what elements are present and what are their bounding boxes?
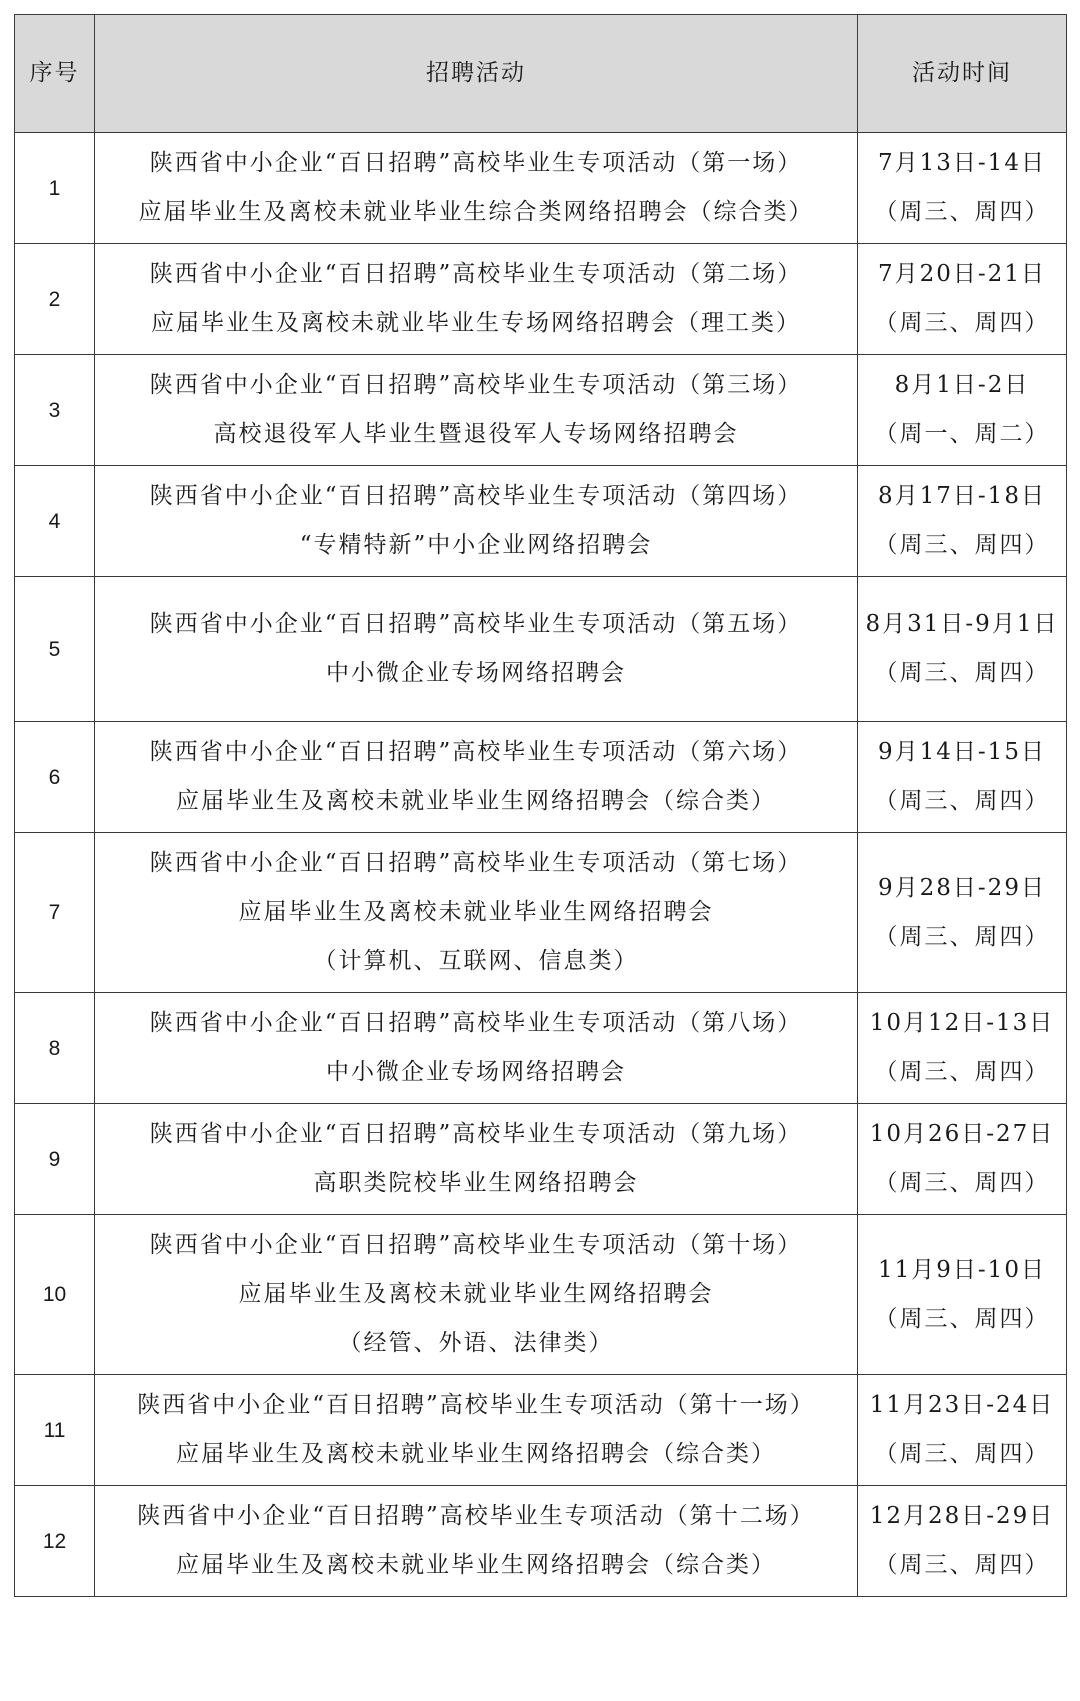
activity-line: 中小微企业专场网络招聘会 bbox=[326, 1059, 626, 1085]
activity-line: 陕西省中小企业“百日招聘”高校毕业生专项活动（第九场） bbox=[149, 1121, 803, 1147]
activity-line: （计算机、互联网、信息类） bbox=[313, 948, 639, 974]
table-row bbox=[15, 1104, 1067, 1215]
row-activity bbox=[95, 133, 858, 244]
row-number: 6 bbox=[15, 722, 95, 833]
activity-line: 陕西省中小企业“百日招聘”高校毕业生专项活动（第十二场） bbox=[137, 1503, 815, 1529]
row-activity bbox=[95, 577, 858, 722]
time-line: （周三、周四） bbox=[874, 1441, 1050, 1467]
activity-line: 高职类院校毕业生网络招聘会 bbox=[313, 1170, 639, 1196]
activity-line: 陕西省中小企业“百日招聘”高校毕业生专项活动（第二场） bbox=[149, 261, 803, 287]
table-row bbox=[15, 833, 1067, 993]
activity-line: 陕西省中小企业“百日招聘”高校毕业生专项活动（第十一场） bbox=[137, 1392, 815, 1418]
row-time bbox=[858, 993, 1067, 1104]
time-line: 11月9日-10日 bbox=[878, 1256, 1046, 1283]
row-time bbox=[858, 355, 1067, 466]
activity-line: 陕西省中小企业“百日招聘”高校毕业生专项活动（第八场） bbox=[149, 1010, 803, 1036]
time-line: 12月28日-29日 bbox=[869, 1503, 1055, 1529]
time-line: 9月28日-29日 bbox=[878, 874, 1046, 901]
row-activity bbox=[95, 1215, 858, 1375]
row-activity bbox=[95, 1486, 858, 1597]
row-time bbox=[858, 466, 1067, 577]
row-time bbox=[858, 1486, 1067, 1597]
table-row bbox=[15, 355, 1067, 466]
activity-line: 高校退役军人毕业生暨退役军人专场网络招聘会 bbox=[213, 421, 739, 447]
row-time bbox=[858, 833, 1067, 993]
activity-line: 应届毕业生及离校未就业毕业生网络招聘会（综合类） bbox=[176, 1441, 776, 1467]
recruitment-schedule-table bbox=[14, 14, 1067, 1597]
time-line: （周三、周四） bbox=[874, 1305, 1050, 1332]
activity-line: 陕西省中小企业“百日招聘”高校毕业生专项活动（第一场） bbox=[149, 150, 803, 176]
row-activity bbox=[95, 1104, 858, 1215]
table-body bbox=[15, 133, 1067, 1597]
activity-line: 陕西省中小企业“百日招聘”高校毕业生专项活动（第七场） bbox=[149, 850, 803, 876]
row-number: 7 bbox=[15, 833, 95, 993]
row-time bbox=[858, 577, 1067, 722]
activity-line: 陕西省中小企业“百日招聘”高校毕业生专项活动（第十场） bbox=[149, 1232, 803, 1258]
time-line: 7月13日-14日 bbox=[878, 150, 1046, 176]
activity-line: 应届毕业生及离校未就业毕业生综合类网络招聘会（综合类） bbox=[138, 199, 814, 225]
row-number: 2 bbox=[15, 244, 95, 355]
table-row bbox=[15, 993, 1067, 1104]
table-row bbox=[15, 722, 1067, 833]
activity-line: 陕西省中小企业“百日招聘”高校毕业生专项活动（第四场） bbox=[149, 483, 803, 509]
row-activity bbox=[95, 993, 858, 1104]
time-line: （周三、周四） bbox=[874, 1552, 1050, 1578]
time-line: 8月17日-18日 bbox=[878, 483, 1046, 509]
time-line: 7月20日-21日 bbox=[878, 261, 1046, 287]
row-time bbox=[858, 722, 1067, 833]
row-number: 9 bbox=[15, 1104, 95, 1215]
time-line: （周三、周四） bbox=[874, 1059, 1050, 1085]
time-line: （周三、周四） bbox=[874, 310, 1050, 336]
table-row bbox=[15, 244, 1067, 355]
header-activity: 招聘活动 bbox=[95, 15, 858, 133]
table-row bbox=[15, 133, 1067, 244]
row-number: 8 bbox=[15, 993, 95, 1104]
row-activity bbox=[95, 244, 858, 355]
time-line: 10月26日-27日 bbox=[869, 1121, 1055, 1147]
table-row bbox=[15, 577, 1067, 722]
row-number: 5 bbox=[15, 577, 95, 722]
time-line: （周三、周四） bbox=[874, 660, 1050, 686]
activity-line: 应届毕业生及离校未就业毕业生网络招聘会 bbox=[238, 899, 714, 925]
schedule-table-container bbox=[14, 14, 1066, 1597]
time-line: 8月1日-2日 bbox=[894, 372, 1030, 398]
row-number: 11 bbox=[15, 1375, 95, 1486]
row-time bbox=[858, 244, 1067, 355]
row-number: 4 bbox=[15, 466, 95, 577]
activity-line: （经管、外语、法律类） bbox=[338, 1330, 614, 1356]
table-header bbox=[15, 15, 1067, 133]
time-line: （周一、周二） bbox=[874, 421, 1050, 447]
time-line: 11月23日-24日 bbox=[869, 1392, 1055, 1418]
activity-line: 陕西省中小企业“百日招聘”高校毕业生专项活动（第五场） bbox=[149, 611, 803, 637]
header-row bbox=[15, 15, 1067, 133]
row-number: 3 bbox=[15, 355, 95, 466]
time-line: （周三、周四） bbox=[874, 923, 1050, 950]
time-line: （周三、周四） bbox=[874, 199, 1050, 225]
time-line: 9月14日-15日 bbox=[878, 739, 1046, 765]
activity-line: 应届毕业生及离校未就业毕业生网络招聘会（综合类） bbox=[176, 1552, 776, 1578]
row-number: 12 bbox=[15, 1486, 95, 1597]
activity-line: 中小微企业专场网络招聘会 bbox=[326, 660, 626, 686]
table-row bbox=[15, 1375, 1067, 1486]
row-number: 1 bbox=[15, 133, 95, 244]
time-line: （周三、周四） bbox=[874, 532, 1050, 558]
row-activity bbox=[95, 833, 858, 993]
row-activity bbox=[95, 466, 858, 577]
activity-line: 陕西省中小企业“百日招聘”高校毕业生专项活动（第三场） bbox=[149, 372, 803, 398]
row-time bbox=[858, 1215, 1067, 1375]
activity-line: 应届毕业生及离校未就业毕业生网络招聘会 bbox=[238, 1281, 714, 1307]
activity-line: 应届毕业生及离校未就业毕业生专场网络招聘会（理工类） bbox=[151, 310, 801, 336]
row-time bbox=[858, 133, 1067, 244]
time-line: （周三、周四） bbox=[874, 788, 1050, 814]
row-time bbox=[858, 1104, 1067, 1215]
activity-line: 应届毕业生及离校未就业毕业生网络招聘会（综合类） bbox=[176, 788, 776, 814]
time-line: （周三、周四） bbox=[874, 1170, 1050, 1196]
row-activity bbox=[95, 722, 858, 833]
activity-line: “专精特新”中小企业网络招聘会 bbox=[299, 532, 653, 558]
time-line: 10月12日-13日 bbox=[869, 1010, 1055, 1036]
row-activity bbox=[95, 355, 858, 466]
row-activity bbox=[95, 1375, 858, 1486]
row-number: 10 bbox=[15, 1215, 95, 1375]
header-num: 序号 bbox=[15, 15, 95, 133]
time-line: 8月31日-9月1日 bbox=[865, 611, 1059, 637]
table-row bbox=[15, 1215, 1067, 1375]
table-row bbox=[15, 466, 1067, 577]
table-row bbox=[15, 1486, 1067, 1597]
activity-line: 陕西省中小企业“百日招聘”高校毕业生专项活动（第六场） bbox=[149, 739, 803, 765]
header-time: 活动时间 bbox=[858, 15, 1067, 133]
row-time bbox=[858, 1375, 1067, 1486]
